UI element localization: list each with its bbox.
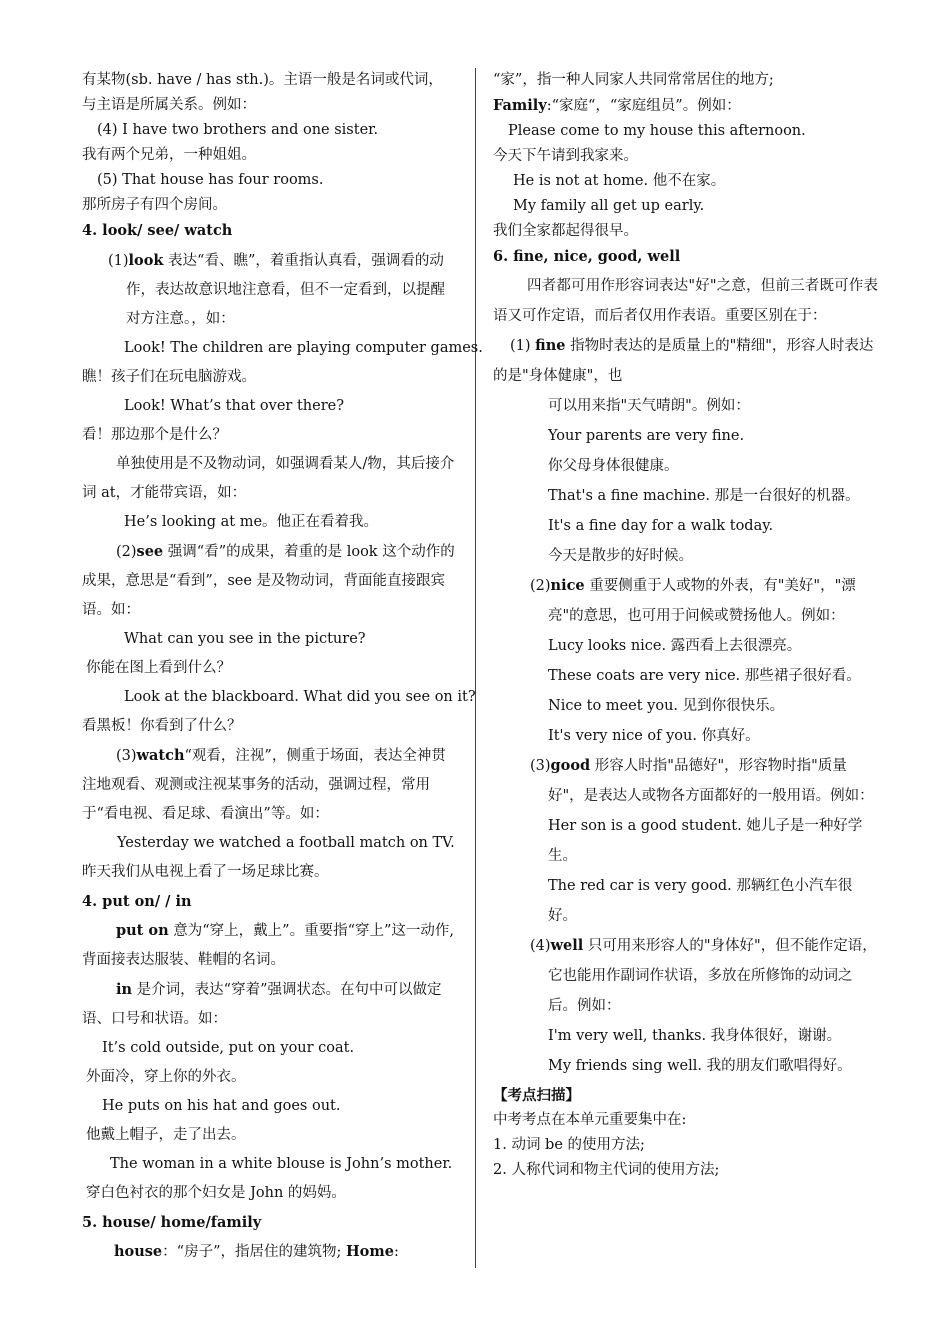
section-heading-fine-nice-good-well: 6. fine, nice, good, well: [493, 248, 681, 265]
comparison-intro: 四者都可用作形容词表达"好"之意，但前三者既可作表语又可作定语，而后者仅用作表语。重要区别在于：: [493, 278, 878, 324]
example-sentence: Her son is a good student. 她儿子是一种好学生。: [548, 818, 863, 864]
example-sentence: He puts on his hat and goes out.: [102, 1098, 341, 1114]
keyword-well: well: [550, 937, 584, 954]
example-sentence: Your parents are very fine.: [548, 428, 745, 444]
example-sentence: It's a fine day for a walk today.: [548, 518, 774, 534]
list-item: 1. 动词 be 的使用方法;: [493, 1137, 645, 1153]
example-sentence: Look at the blackboard. What did you see on it?: [124, 689, 476, 705]
example-sentence: Look! The children are playing computer games.: [124, 340, 483, 356]
nice-definition: (2)nice 重要侧重于人或物的外表，有"美好"，"漂亮"的意思，也可用于问候或赞扬他人。例如：: [530, 577, 856, 624]
fine-definition: (1) fine 指物时表达的是质量上的"精细"，形容人时表达的是"身体健康"，也: [493, 337, 874, 384]
house-definition: house：“房子”，指居住的建筑物; Home:: [114, 1243, 399, 1260]
example-sentence: My family all get up early.: [513, 198, 705, 214]
example-translation: 看！那边那个是什么？: [82, 427, 227, 443]
list-item: 2. 人称代词和物主代词的使用方法;: [493, 1162, 720, 1178]
example-sentence: That's a fine machine. 那是一台很好的机器。: [548, 488, 860, 504]
example-translation: 穿白色衬衣的那个妇女是 John 的妈妈。: [86, 1185, 346, 1201]
keyword-fine: fine: [535, 337, 566, 354]
example-translation: 今天下午请到我家来。: [493, 148, 638, 164]
example-translation: 你父母身体很健康。: [548, 458, 679, 474]
example-translation: 那所房子有四个房间。: [82, 197, 227, 213]
right-column: [493, 68, 878, 1183]
example-translation: 你能在图上看到什么？: [86, 660, 231, 676]
example-sentence: I'm very well, thanks. 我身体很好，谢谢。: [548, 1028, 842, 1044]
home-definition: “家”，指一种人同家人共同常常居住的地方;: [493, 72, 774, 88]
example-translation: 昨天我们从电视上看了一场足球比赛。: [82, 864, 329, 880]
look-definition: (1)look 表达“看、瞧”，着重指认真看，强调看的动作，表达故意识地注意看，但不一定看到，以提醒对方注意。，如：: [108, 252, 445, 327]
example-sentence: Please come to my house this afternoon.: [508, 123, 806, 139]
example-sentence: He is not at home. 他不在家。: [513, 173, 726, 189]
see-definition: (2)see 强调“看”的成果，着重的是 look 这个动作的成果，意思是“看到”，see 是及物动词，背面能直接跟宾语。如：: [82, 543, 455, 618]
example-sentence: Yesterday we watched a football match on TV.: [117, 835, 455, 851]
left-column: [82, 68, 483, 1267]
section-heading-put-on-in: 4. put on/ / in: [82, 893, 192, 910]
example-sentence: It's very nice of you. 你真好。: [548, 728, 760, 744]
keyword-see: see: [136, 543, 164, 560]
keyword-nice: nice: [550, 577, 585, 594]
example-sentence: He’s looking at me。他正在看着我。: [124, 514, 379, 530]
well-definition: (4)well 只可用来形容人的"身体好"，但不能作定语，它也能用作副词作状语，多放在所修饰的动词之后。例如：: [530, 937, 877, 1014]
example-sentence: (5) That house has four rooms.: [97, 172, 324, 188]
family-definition: Family:“家庭“，“家庭组员”。例如：: [493, 97, 741, 114]
example-sentence: Nice to meet you. 见到你很快乐。: [548, 698, 785, 714]
keyword-family: Family: [493, 97, 547, 114]
example-translation: 看黑板！你看到了什么？: [82, 718, 242, 734]
keyword-good: good: [550, 757, 591, 774]
section-heading-exam-points: 【考点扫描】: [493, 1087, 580, 1104]
text-line: 有某物(sb. have / has sth.)。主语一般是名词或代词，: [82, 72, 443, 88]
text-line: 中考考点在本单元重要集中在:: [493, 1112, 687, 1128]
keyword-watch: watch: [136, 747, 185, 764]
keyword-in: in: [116, 981, 133, 998]
good-definition: (3)good 形容人时指"品德好"，形容物时指"质量好"，是表达人或物各方面都好的一般用语。例如：: [530, 757, 874, 804]
in-definition: in 是介词，表达“穿着”强调状态。在句中可以做定语、口号和状语。如：: [82, 981, 442, 1027]
example-sentence: The red car is very good. 那辆红色小汽车很好。: [548, 878, 853, 924]
example-sentence: Look! What’s that over there?: [124, 398, 345, 414]
fine-definition-cont: 可以用来指"天气晴朗"。例如：: [548, 398, 750, 414]
example-sentence: What can you see in the picture?: [124, 631, 366, 647]
keyword-look: look: [128, 252, 164, 269]
section-heading-look-see-watch: 4. look/ see/ watch: [82, 222, 233, 239]
example-sentence: Lucy looks nice. 露西看上去很漂亮。: [548, 638, 802, 654]
column-divider: [475, 68, 476, 1268]
put-on-definition: put on 意为“穿上，戴上”。重要指“穿上”这一动作, 背面接表达服装、鞋帽的名词。: [82, 922, 455, 968]
keyword-house: house: [114, 1243, 163, 1260]
example-sentence: These coats are very nice. 那些裙子很好看。: [548, 668, 861, 684]
usage-note: 单独使用是不及物动词，如强调看某人/物，其后接介词 at，才能带宾语，如：: [82, 456, 455, 501]
keyword-put-on: put on: [116, 922, 169, 939]
keyword-home: Home: [345, 1243, 394, 1260]
example-sentence: The woman in a white blouse is John’s mother.: [110, 1156, 453, 1172]
text-line: 与主语是所属关系。例如：: [82, 97, 256, 113]
example-sentence: It’s cold outside, put on your coat.: [102, 1040, 355, 1056]
example-translation: 外面冷，穿上你的外衣。: [86, 1069, 246, 1085]
example-sentence: My friends sing well. 我的朋友们歌唱得好。: [548, 1058, 852, 1074]
example-translation: 我们全家都起得很早。: [493, 223, 638, 239]
watch-definition: (3)watch“观看，注视”，侧重于场面，表达全神贯注地观看、观测或注视某事务的活动，强调过程，常用于“看电视、看足球、看演出”等。如：: [82, 747, 446, 822]
section-heading-house-home-family: 5. house/ home/family: [82, 1214, 262, 1231]
example-translation: 他戴上帽子，走了出去。: [86, 1127, 246, 1143]
example-sentence: (4) I have two brothers and one sister.: [97, 122, 379, 138]
example-translation: 我有两个兄弟，一种姐姐。: [82, 147, 256, 163]
example-translation: 今天是散步的好时候。: [548, 548, 693, 564]
example-translation: 瞧！孩子们在玩电脑游戏。: [82, 369, 256, 385]
